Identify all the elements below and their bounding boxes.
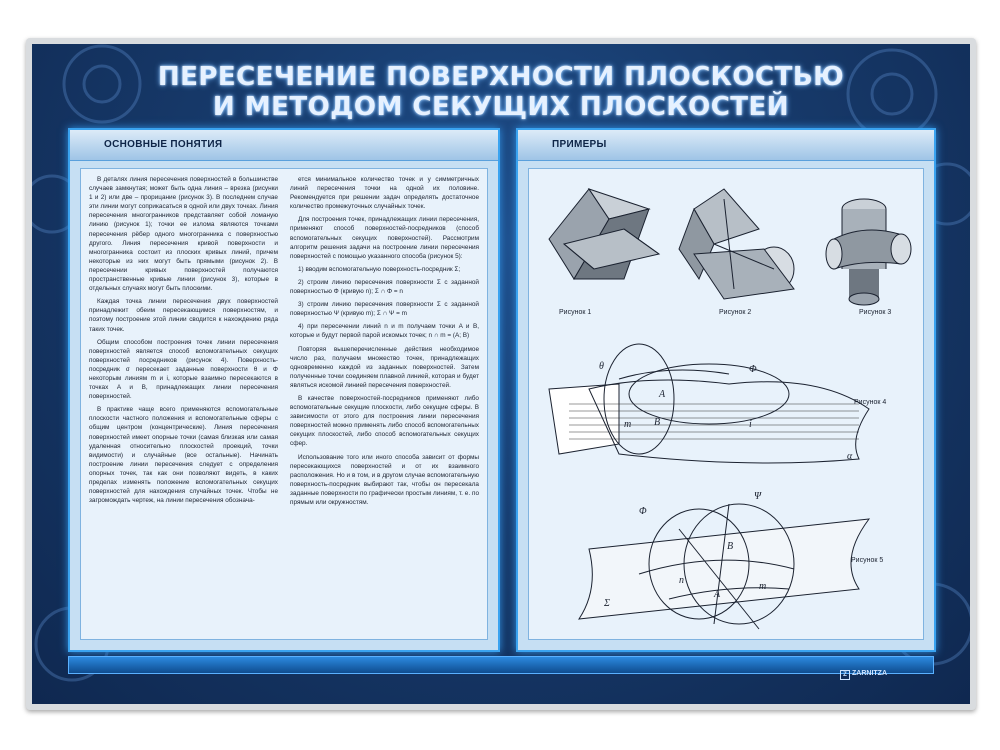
- label-sigma-5: Σ: [604, 598, 610, 609]
- paragraph: В качестве поверхностей-посредников применяют либо вспомогательные секущие плоскости, либо секущие сферы. В зависимости от этого для построения линии пересечения поверхностей можно применять либо способ вспомогательных секущих плоскостей, либо способ вспомогательных секущих сфер.: [290, 394, 479, 448]
- figure-3-intersecting-cylinders: [826, 199, 911, 305]
- label-alpha: α: [847, 451, 853, 462]
- paragraph: Общим способом построения точек линии пересечения поверхностей является способ вспомогательных секущих поверхностей посредников (рисунок 4). Поверхность-посредник σ пересекает заданные поверхности θ и Φ некоторым линиям m и i, которые взаимно пересекаются в точках A и B, принадлежащих линии пересечения поверхностей.: [89, 338, 278, 401]
- label-m-5: m: [759, 581, 767, 592]
- title-line-1: ПЕРЕСЕЧЕНИЕ ПОВЕРХНОСТИ ПЛОСКОСТЬЮ: [157, 62, 845, 92]
- text-column-2: [290, 175, 479, 635]
- paragraph: В практике чаще всего применяются вспомогательные плоскости частного положения и вспомогательные сферы с общим центром (концентрические). Линия пересечения поверхностей имеет опорные точки (самая близкая или самая удаленная относительно плоскостей проекций, точки видимости) и случайные (все остальные). Начинать построение линии пересечения следует с определения опорных точек, так как они позволяют видеть, в каких пределах изменять положение вспомогательных секущих поверхностей для нахождения случайных точек. Чтобы не загромождать чертеж, на линии пересечения обознача-: [89, 406, 278, 505]
- label-b: B: [654, 417, 661, 428]
- figure-1-prisms: [549, 189, 659, 279]
- label-phi: Φ: [749, 364, 757, 375]
- paragraph: Каждая точка линии пересечения двух поверхностей принадлежит обеим пересекающимся поверхностям, и поэтому построение этой линии сводится к нахождению ряда таких точек.: [89, 298, 278, 333]
- label-b-5: B: [727, 541, 734, 552]
- caption-figure-2: Рисунок 2: [719, 309, 752, 316]
- text-column-1: [89, 175, 278, 635]
- caption-figure-5: Рисунок 5: [851, 557, 884, 564]
- poster-frame: [26, 38, 976, 710]
- figure-2-cylinder-prism: [679, 189, 794, 299]
- label-a: A: [659, 389, 666, 400]
- paragraph: 2) строим линию пересечения поверхности Σ с заданной поверхностью Φ (кривую n); Σ ∩ Φ = n: [290, 278, 479, 296]
- zarnitza-logo-icon: Z: [840, 670, 850, 680]
- paragraph: Повторяя вышеперечисленные действия необходимое число раз, получаем множество точек, принадлежащих одновременно каждой из заданных поверхностей. Затем полученные точки соединяем плавной линией, которая и будет являться искомой линией пересечения поверхностей.: [290, 345, 479, 389]
- paragraph: 4) при пересечении линий n и m получаем точки A и B, которые и будут первой парой искомых точек; n ∩ m = (A; B): [290, 323, 479, 340]
- poster-title: [32, 62, 970, 122]
- examples-panel: [516, 128, 936, 652]
- figure-5-surfaces: [579, 504, 869, 629]
- label-psi-5: Ψ: [754, 491, 762, 502]
- panel-header: [70, 130, 498, 161]
- brand-logo: [840, 670, 887, 680]
- paragraph: В деталях линия пересечения поверхностей в большинстве случаев замкнутая; может быть одна линия – врезка (рисунки 1 и 2) или две – прорицание (рисунок 3). В последнем случае эти линии могут соприкасаться в одной или двух точках. Линия пересечения многогранников представляет собой ломаную линию (рисунок 1); точки ее излома являются точками пересечения рёбер одного многогранника с поверхностью другого. Линия пересечения кривой поверхности и многогранника состоит из плоских кривых линий, причем некоторые из них могут быть прямыми (рисунок 2). В пересечении кривых поверхностей получаются пространственные кривые линии (рисунок 3), которые в отдельных случаях могут быть плоскими.: [89, 176, 278, 293]
- poster: [32, 44, 970, 704]
- caption-figure-1: Рисунок 1: [559, 309, 592, 316]
- panel-heading: ОСНОВНЫЕ ПОНЯТИЯ: [104, 139, 223, 150]
- panel-body: [80, 168, 488, 640]
- panel-body: [528, 168, 924, 640]
- panel-heading: ПРИМЕРЫ: [552, 139, 607, 150]
- paragraph: Для построения точек, принадлежащих линии пересечения, применяют способ поверхностей-посредников (способ вспомогательных секущих поверхностей). Рассмотрим алгоритм решения задачи на построение линии пересечения поверхностей с помощью указанного способа (рисунок 5):: [290, 216, 479, 260]
- paragraph: 3) строим линию пересечения поверхности Σ с заданной поверхностью Ψ (кривую m); Σ ∩ Ψ = m: [290, 301, 479, 318]
- label-phi-5: Φ: [639, 506, 647, 517]
- caption-figure-4: Рисунок 4: [854, 399, 887, 406]
- label-m: m: [624, 419, 632, 430]
- paragraph: Использование того или иного способа зависит от формы пересекающихся поверхностей и от их взаимного расположения. Но и в том, и в другом случае вспомогательную поверхность-посредник выбирают так, чтобы он пересекала заданные поверхности по графически простым линиям, т. е. по прямым или окружностям.: [290, 453, 479, 506]
- brand-name: ZARNITZA: [852, 670, 887, 677]
- label-a-5: A: [714, 589, 721, 600]
- label-i: i: [749, 419, 752, 430]
- title-line-2: И МЕТОДОМ СЕКУЩИХ ПЛОСКОСТЕЙ: [212, 92, 790, 122]
- caption-figure-3: Рисунок 3: [859, 309, 892, 316]
- label-n-5: n: [679, 575, 684, 586]
- text-columns: [89, 175, 479, 635]
- paragraph: ется минимальное количество точек и у симметричных линий пересечения точки на одной их половине. Рекомендуется при решении задач определять достаточное количество промежуточных случайных точек.: [290, 176, 479, 211]
- panel-header: [518, 130, 934, 161]
- bottom-glow-bar: [68, 656, 934, 674]
- label-theta: θ: [599, 361, 604, 372]
- paragraph: 1) вводим вспомогательную поверхность-посредник Σ;: [298, 265, 461, 273]
- basic-concepts-panel: [68, 128, 500, 652]
- figure-4-surfaces: [549, 344, 869, 463]
